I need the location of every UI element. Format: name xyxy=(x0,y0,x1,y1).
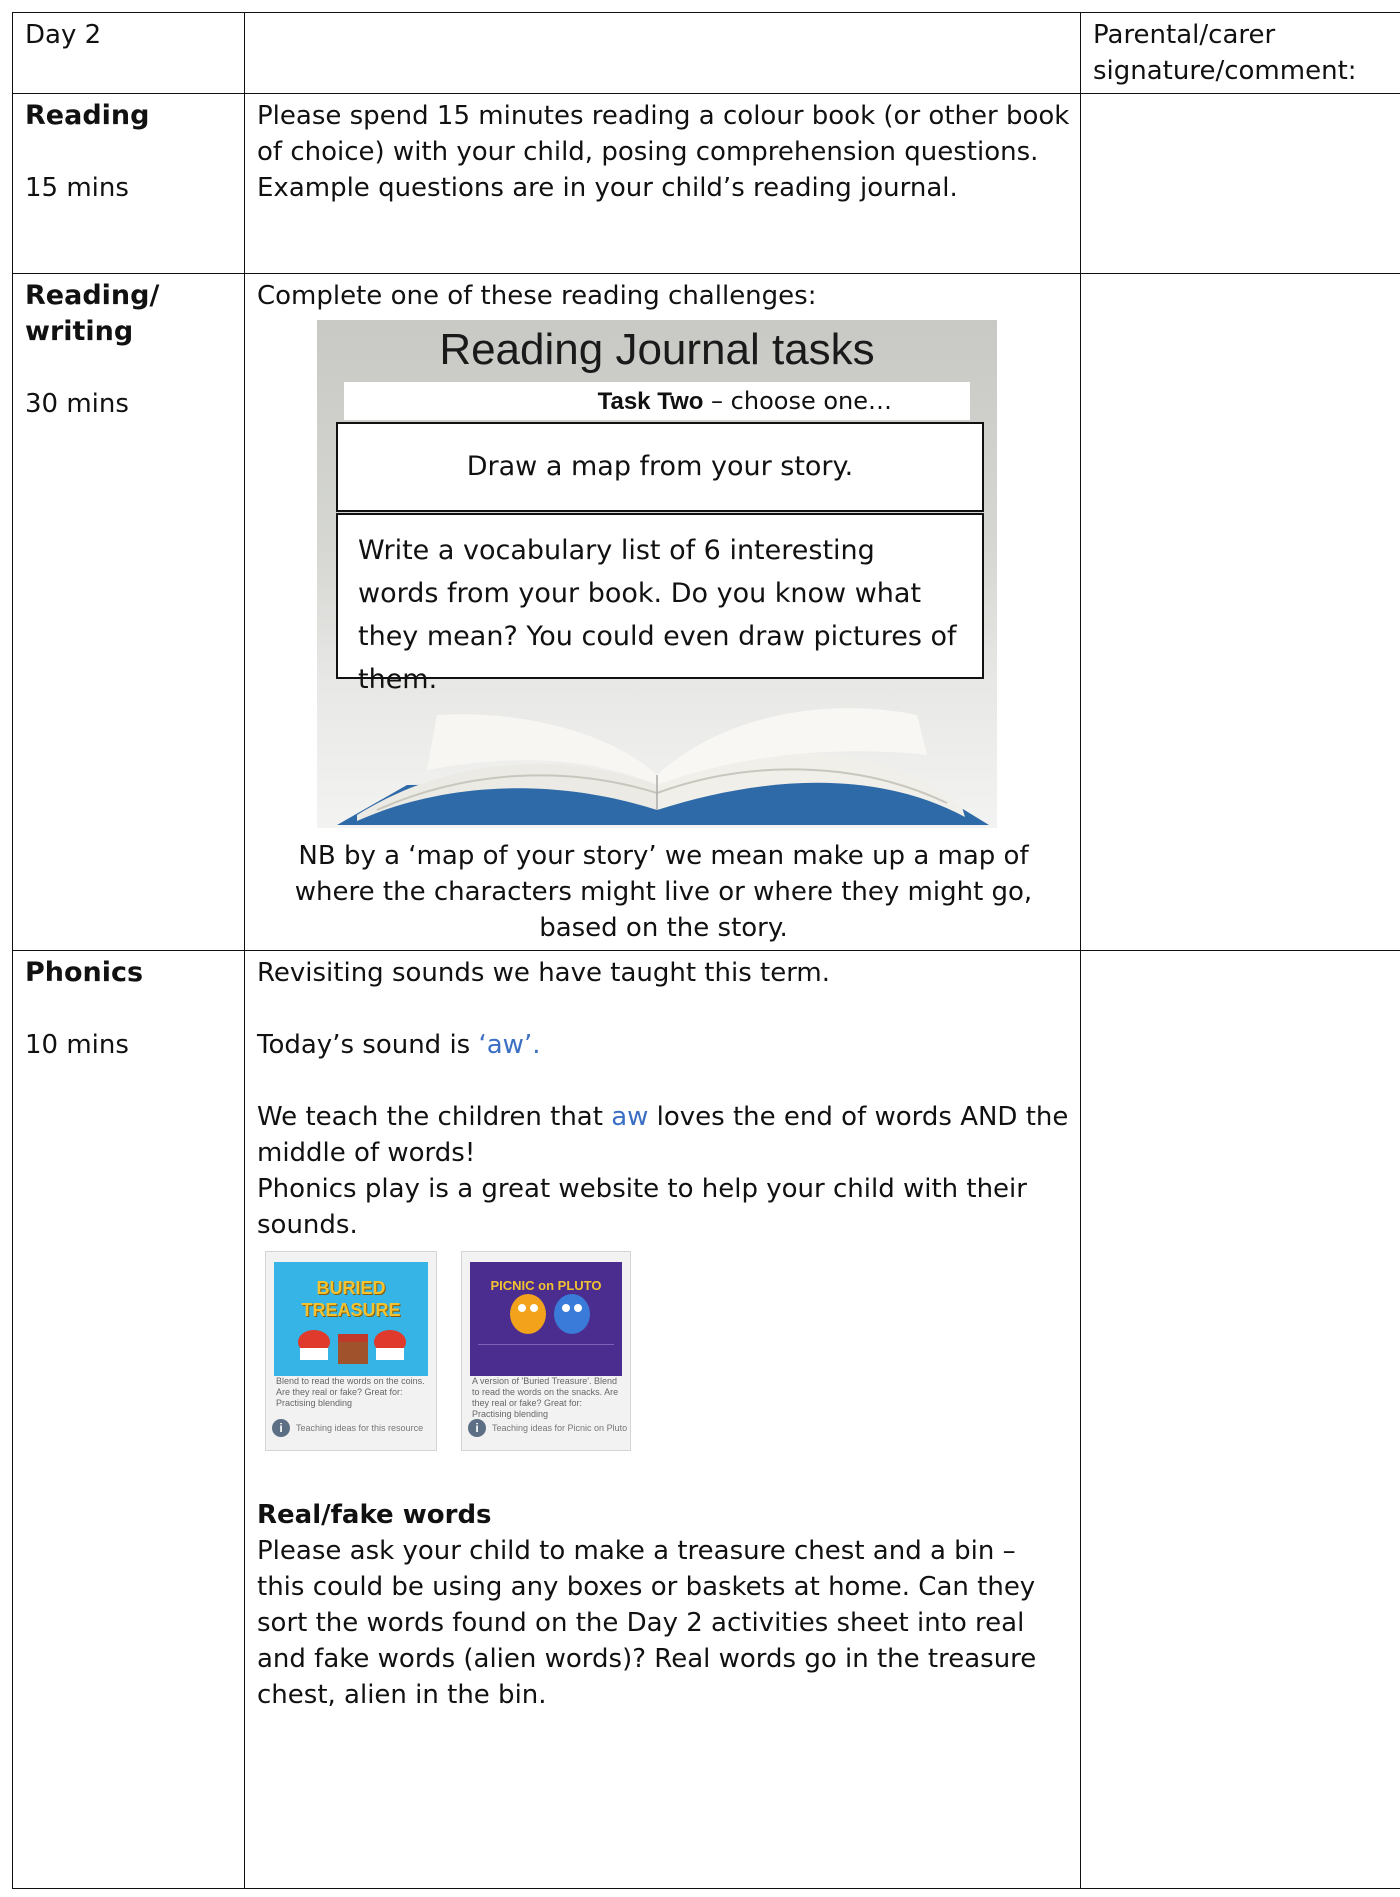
reading-label: Reading xyxy=(25,100,150,131)
phonics-revisit-text: Revisiting sounds we have taught this term. xyxy=(257,958,831,988)
phonics-play-recommendation: Phonics play is a great website to help your child with their sounds. xyxy=(257,1174,1027,1240)
journal-task-number: Task Two xyxy=(597,388,704,415)
reading-instructions: Please spend 15 minutes reading a colour book (or other book of choice) with your child, posing comprehension questions. Example questions are in your child’s reading journal. xyxy=(257,101,1070,203)
journal-task-band xyxy=(344,382,970,420)
buried-treasure-footer-text: Teaching ideas for this resource xyxy=(296,1423,424,1433)
picnic-on-pluto-footer-text: Teaching ideas for Picnic on Pluto xyxy=(492,1423,628,1433)
buried-treasure-title-line1: BURIED xyxy=(316,1278,386,1298)
reading-label-cell xyxy=(13,94,245,274)
reading-writing-signature-cell xyxy=(1081,274,1400,951)
challenge-intro: Complete one of these reading challenges: xyxy=(257,281,817,311)
reading-writing-label: Reading/ writing xyxy=(25,280,160,347)
journal-title: Reading Journal tasks xyxy=(439,325,875,374)
signature-heading-cell xyxy=(1081,13,1400,94)
buried-treasure-artwork xyxy=(274,1262,428,1376)
picnic-on-pluto-blurb xyxy=(478,1344,614,1371)
reading-signature-cell xyxy=(1081,94,1400,274)
picnic-on-pluto-footer[interactable] xyxy=(468,1410,627,1446)
reading-time: 15 mins xyxy=(25,173,129,203)
picnic-on-pluto-caption: A version of 'Buried Treasure'. Blend to read the words on the snacks. Are they real or fake? Great for: Practising blending xyxy=(472,1376,619,1419)
alien-characters-icon xyxy=(500,1288,600,1340)
reading-writing-content-cell xyxy=(245,274,1081,951)
buried-treasure-title-line2: TREASURE xyxy=(301,1300,401,1320)
real-fake-words-heading: Real/fake words xyxy=(257,1500,492,1530)
picnic-on-pluto-artwork xyxy=(470,1262,622,1376)
signature-heading: Parental/carer signature/comment: xyxy=(1093,20,1357,86)
teaching-note xyxy=(257,1099,1070,1171)
info-icon: i xyxy=(272,1419,290,1437)
treasure-chest-icon xyxy=(292,1320,412,1370)
day-label: Day 2 xyxy=(25,20,102,50)
journal-task-instruction: – choose one… xyxy=(703,387,892,415)
buried-treasure-footer[interactable] xyxy=(272,1410,423,1446)
header-empty-cell xyxy=(245,13,1081,94)
todays-sound xyxy=(257,1027,1070,1063)
reading-row xyxy=(13,94,1400,274)
todays-sound-value: ‘aw’. xyxy=(478,1030,541,1060)
phonics-game-thumbnails xyxy=(257,1251,1070,1451)
reading-writing-time: 30 mins xyxy=(25,389,129,419)
buried-treasure-caption: Blend to read the words on the coins. Are they real or fake? Great for: Practising blending xyxy=(276,1376,425,1408)
header-row xyxy=(13,13,1400,94)
phonics-time: 10 mins xyxy=(25,1030,129,1060)
day-plan-table xyxy=(12,12,1400,1889)
teaching-note-rest: loves the end of words AND the middle of words! xyxy=(257,1102,1069,1168)
real-fake-words-activity: Please ask your child to make a treasure chest and a bin – this could be using any boxes or baskets at home. Can they sort the words found on the Day 2 activities sheet into real and fake words (alien words)? Real words go in the treasure chest, alien in the bin. xyxy=(257,1536,1037,1710)
map-explanation-note: NB by a ‘map of your story’ we mean make up a map of where the characters might live or where they might go, based on the story. xyxy=(294,841,1033,943)
phonics-label-cell xyxy=(13,951,245,1889)
phonics-content-cell xyxy=(245,951,1081,1889)
journal-option-vocabulary: Write a vocabulary list of 6 interesting words from your book. Do you know what they mean? You could even draw pictures of them. xyxy=(336,513,984,679)
game-thumbnail-picnic-on-pluto[interactable] xyxy=(461,1251,631,1451)
teaching-note-prefix: We teach the children that xyxy=(257,1102,612,1132)
reading-writing-label-cell xyxy=(13,274,245,951)
open-book-illustration xyxy=(317,675,997,828)
picnic-on-pluto-title: PICNIC on PLUTO xyxy=(490,1278,602,1293)
day-heading xyxy=(13,13,245,94)
game-thumbnail-buried-treasure[interactable] xyxy=(265,1251,437,1451)
journal-option-map: Draw a map from your story. xyxy=(336,422,984,512)
info-icon: i xyxy=(468,1419,486,1437)
phonics-label: Phonics xyxy=(25,957,144,988)
reading-writing-row xyxy=(13,274,1400,951)
phonics-signature-cell xyxy=(1081,951,1400,1889)
teaching-note-sound: aw xyxy=(611,1102,649,1132)
reading-instructions-cell xyxy=(245,94,1081,274)
todays-sound-prefix: Today’s sound is xyxy=(257,1030,479,1060)
phonics-row xyxy=(13,951,1400,1889)
reading-journal-image xyxy=(317,320,997,828)
